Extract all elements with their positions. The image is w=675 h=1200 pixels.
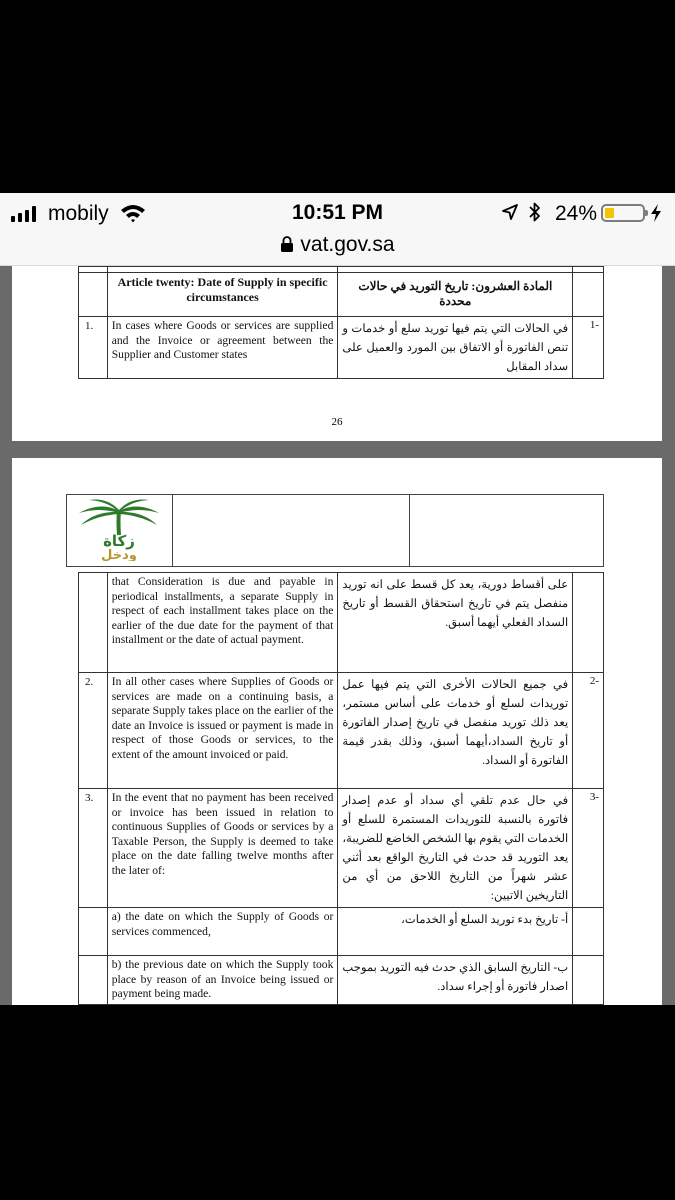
- battery-icon: [601, 204, 645, 222]
- palm-tree-icon: [79, 499, 159, 535]
- address-bar[interactable]: [0, 233, 675, 257]
- location-arrow-icon: [501, 203, 519, 221]
- table-cell: [173, 495, 410, 567]
- table-cell: [573, 273, 604, 317]
- clause-text-ar: في جميع الحالات الأخرى التي يتم فيها عمل توريدات لسلع أو خدمات على أساس مستمر، يعد ذلك توريد منفصل في تاريخ إصدار الفاتورة أو تاريخ السداد،أيهما أسبق، وذلك بقدر قيمة الفاتورة أو السداد.: [338, 673, 573, 789]
- clause-text-ar: على أقساط دورية، يعد كل قسط على انه توريد منفصل يتم في تاريخ استحقاق القسط أو تاريخ السداد الفعلي أيهما أسبق.: [338, 573, 573, 673]
- logo-text-zakat: زكاة: [103, 532, 135, 550]
- logo-cell: [67, 495, 173, 567]
- pdf-page-27: [12, 458, 662, 1005]
- subclause-a-ar: أ- تاريخ بدء توريد السلع أو الخدمات،: [338, 908, 573, 956]
- lock-icon: [280, 235, 294, 253]
- clause-number-ar: -3: [573, 789, 604, 908]
- document-viewer[interactable]: [0, 266, 675, 1005]
- table-cell: [410, 495, 604, 567]
- table-cell: [79, 273, 108, 317]
- table-row: [79, 908, 604, 956]
- article-title-ar: المادة العشرون: تاريخ التوريد في حالات محددة: [338, 273, 573, 317]
- clause-number-ar: -1: [573, 317, 604, 379]
- clause-number: 3.: [79, 789, 108, 908]
- clause-text-ar: في الحالات التي يتم فيها توريد سلع أو خدمات و تنص الفاتورة أو الاتفاق بين المورد والعميل على سداد المقابل: [338, 317, 573, 379]
- clock: 10:51 PM: [291, 201, 384, 224]
- table-row: [79, 573, 604, 673]
- top-letterbox: [0, 0, 675, 193]
- battery-percentage: 24%: [555, 202, 598, 225]
- clause-text-en: In the event that no payment has been received or invoice has been issued in relation to continuous Supplies of Goods or services by a Taxable Person, the Supply is deemed to take place on the date falling twelve months after the later of:: [107, 789, 338, 908]
- article-table-page27: [78, 572, 604, 1024]
- table-cell: [79, 908, 108, 956]
- table-row: [67, 495, 604, 567]
- table-row: [79, 956, 604, 1005]
- bluetooth-icon: [527, 201, 543, 223]
- clause-number-ar: -2: [573, 673, 604, 789]
- subclause-a-en: a) the date on which the Supply of Goods or services commenced,: [107, 908, 338, 956]
- page-header-box: [66, 494, 604, 567]
- clause-number: 1.: [79, 317, 108, 379]
- clause-text-en: that Consideration is due and payable in periodical installments, a separate Supply in respect of each installment takes place on the earlier of the due date for the payment of that installment or the date of actual payment.: [107, 573, 338, 673]
- battery-fill: [605, 208, 614, 218]
- logo-text-dakhl: ودخل: [101, 548, 137, 561]
- bottom-letterbox: [0, 1005, 675, 1200]
- clause-text-en: In all other cases where Supplies of Goods or services are made on a continuing basis, a separate Supply takes place on the earlier of the date an Invoice is issued or payment is made in respect of those Goods or services, to the extent of the amount invoiced or paid.: [107, 673, 338, 789]
- article-table-page26: [78, 266, 604, 379]
- table-cell: [573, 956, 604, 1005]
- table-cell: [573, 573, 604, 673]
- battery-nub: [645, 210, 648, 216]
- clause-text-en: In cases where Goods or services are supplied and the Invoice or agreement between the Supplier and Customer states: [107, 317, 338, 379]
- table-cell: [573, 908, 604, 956]
- table-row: [79, 789, 604, 908]
- article-title-en: Article twenty: Date of Supply in specific circumstances: [107, 273, 338, 317]
- table-row: [79, 673, 604, 789]
- subclause-b-ar: ب- التاريخ السابق الذي حدث فيه التوريد بموجب اصدار فاتورة أو إجراء سداد.: [338, 956, 573, 1005]
- clause-number: 2.: [79, 673, 108, 789]
- clause-text-ar: في حال عدم تلقي أي سداد أو عدم إصدار فاتورة بالنسبة للتوريدات المستمرة للسلع أو الخدمات التي يقوم بها الشخص الخاضع للضريبة، يعد التوريد قد حدث في التاريخ الواقع بعد أثني عشر شهراً من التاريخ اللاحق من أي من التاريخين الاتيين:: [338, 789, 573, 908]
- zakat-logo: [67, 495, 172, 561]
- table-cell: [79, 573, 108, 673]
- carrier-name: mobily: [48, 202, 109, 225]
- url-text: vat.gov.sa: [300, 233, 395, 256]
- charging-bolt-icon: [650, 203, 662, 223]
- subclause-b-en: b) the previous date on which the Supply took place by reason of an Invoice being issued or payment being made.: [107, 956, 338, 1005]
- table-row: [79, 273, 604, 317]
- table-row: [79, 317, 604, 379]
- table-cell: [79, 956, 108, 1005]
- pdf-page-26: [12, 266, 662, 441]
- page-number: 26: [331, 416, 343, 428]
